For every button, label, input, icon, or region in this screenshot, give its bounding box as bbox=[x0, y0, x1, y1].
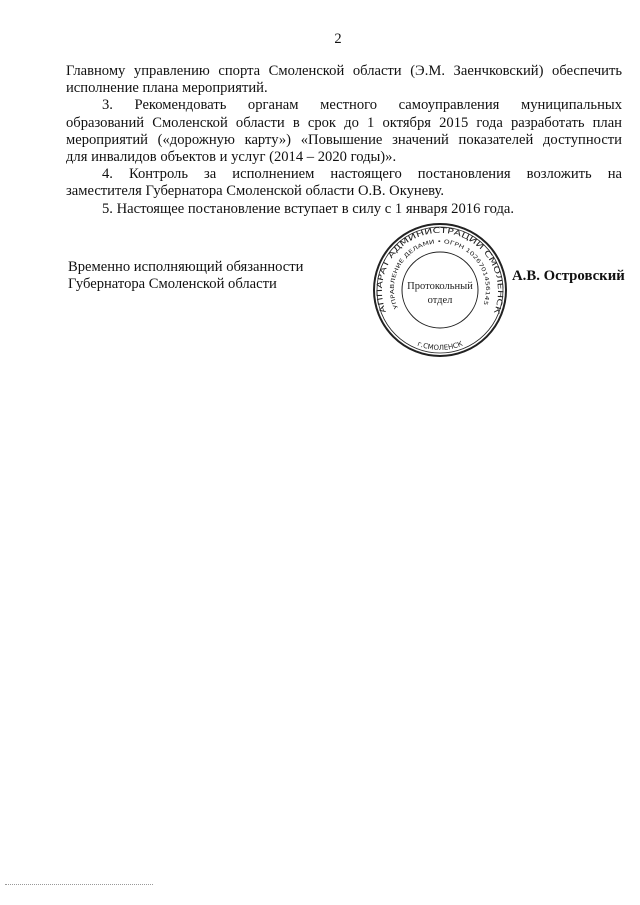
signatory-title-line: Губернатора Смоленской области bbox=[68, 276, 277, 293]
stamp-outer-text: АППАРАТ АДМИНИСТРАЦИИ СМОЛЕНСК bbox=[374, 225, 506, 315]
text-line: 4. Контроль за исполнением настоящего постановления возложить на bbox=[102, 166, 622, 183]
footer-divider bbox=[5, 884, 153, 885]
official-stamp bbox=[372, 222, 508, 358]
stamp-city: г.СМОЛЕНСК bbox=[416, 339, 464, 353]
text-line: исполнение плана мероприятий. bbox=[66, 80, 268, 97]
document-body bbox=[66, 63, 622, 218]
stamp-center-line1: Протокольный bbox=[407, 281, 473, 292]
text-line: образований Смоленской области в срок до 1 октября 2015 года разработать план bbox=[66, 114, 622, 131]
text-line: 5. Настоящее постановление вступает в силу с 1 января 2016 года. bbox=[102, 200, 515, 217]
text-line: мероприятий («дорожную карту») «Повышение значений показателей доступности bbox=[66, 131, 622, 148]
text-line: 3. Рекомендовать органам местного самоуправления муниципальных bbox=[102, 97, 622, 114]
signatory-name: А.В. Островский bbox=[512, 268, 625, 284]
text-line: Главному управлению спорта Смоленской области (Э.М. Заенчковский) обеспечить bbox=[66, 63, 622, 79]
signatory-title bbox=[68, 259, 303, 293]
text-line: для инвалидов объектов и услуг (2014 – 2020 годы)». bbox=[66, 148, 397, 165]
signatory-title-line: Временно исполняющий обязанности bbox=[68, 259, 304, 275]
page-number: 2 bbox=[334, 31, 342, 47]
text-line: заместителя Губернатора Смоленской области О.В. Окуневу. bbox=[66, 183, 445, 200]
svg-text:г.СМОЛЕНСК bbox=[416, 340, 463, 352]
stamp-center-line2: отдел bbox=[427, 295, 453, 306]
stamp-inner-text: УПРАВЛЕНИЕ ДЕЛАМИ • ОГРН 1026701456145 bbox=[389, 239, 491, 310]
